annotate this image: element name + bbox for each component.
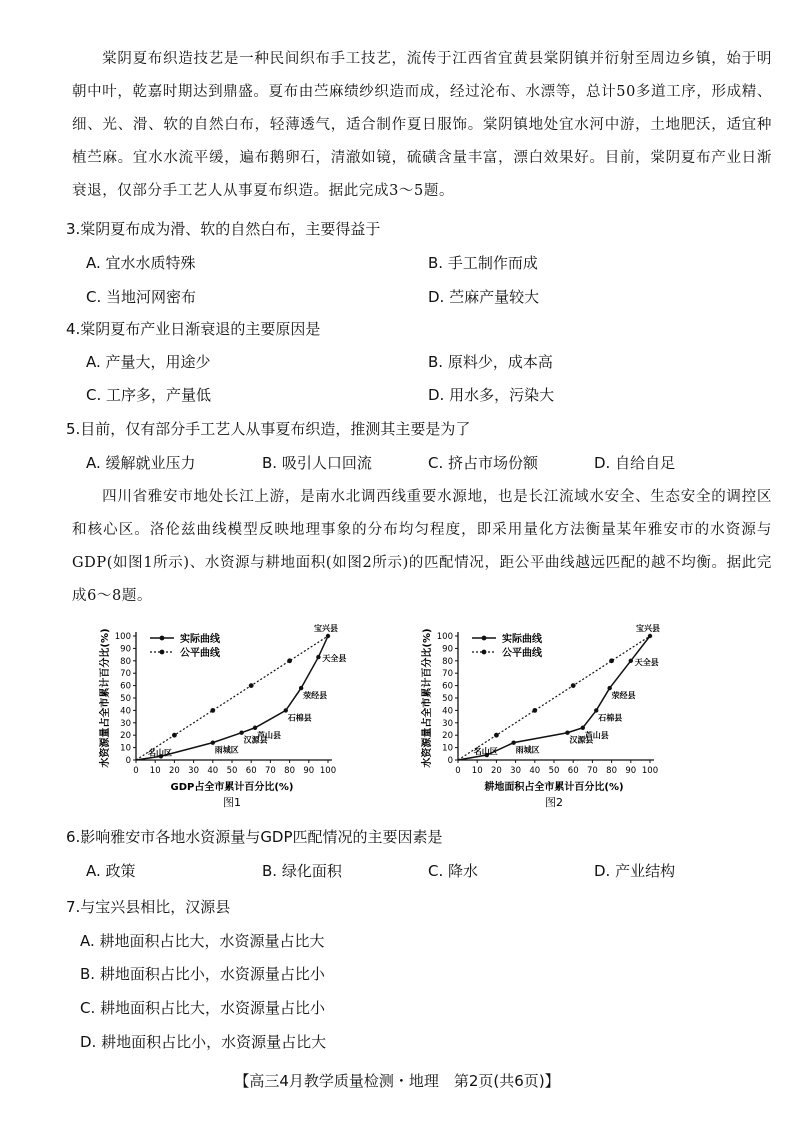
fig1-actual-point (211, 740, 215, 744)
fig1-legend-fair-label: 公平曲线 (180, 648, 220, 659)
fig1-y-tick-label: 90 (120, 644, 131, 655)
fig2-y-tick-label: 0 (447, 756, 453, 766)
fig1-point-label: 宝兴县 (314, 624, 338, 633)
fig1-actual-point (299, 686, 303, 690)
q3-option-c: C. 当地河网密布 (86, 288, 197, 306)
fig2-legend-fair-marker (482, 650, 487, 655)
q5-option-b: B. 吸引人口回流 (262, 454, 372, 472)
fig1-point-label: 芦山县 (257, 730, 282, 740)
fig1-x-tick-label: 20 (168, 766, 180, 776)
fig2-actual-point (581, 726, 585, 730)
fig2-y-tick-label: 20 (442, 731, 453, 742)
fig2-fair-point (609, 658, 614, 663)
fig1-x-tick-label: 60 (245, 766, 257, 776)
fig1-y-axis-title: 水资源量占全市累计百分比(%) (100, 628, 111, 768)
page-footer: 【高三4月教学质量检测・地理 第2页(共6页)】 (234, 1072, 560, 1090)
figure-2-chart (418, 618, 718, 813)
fig2-x-tick-label: 60 (567, 766, 579, 776)
fig1-point-label: 名山区 (147, 748, 172, 758)
fig2-point-label: 天全县 (634, 657, 659, 667)
passage-1 (72, 43, 772, 208)
fig1-fair-point (210, 708, 215, 713)
fig2-fair-point (571, 683, 576, 688)
fig2-actual-point (511, 740, 515, 744)
fig1-point-label: 荥经县 (303, 691, 328, 701)
fig1-actual-point (284, 708, 288, 712)
fig1-legend-actual-marker (160, 636, 165, 641)
fig1-legend-fair-marker (160, 650, 165, 655)
fig2-point-label: 石棉县 (598, 713, 623, 723)
q6-option-d: D. 产业结构 (594, 862, 676, 880)
q5-option-c: C. 挤占市场份额 (428, 454, 539, 472)
fig2-x-tick-label: 70 (586, 766, 598, 776)
fig1-y-tick-label: 100 (114, 632, 131, 642)
fig1-x-tick-label: 100 (319, 766, 337, 776)
q7-option-d: D. 耕地面积占比小，水资源量占比大 (80, 1033, 327, 1051)
passage-2 (72, 481, 772, 613)
fig1-x-tick-label: 80 (284, 766, 296, 776)
fig2-y-tick-label: 70 (442, 669, 453, 680)
fig2-y-tick-label: 10 (442, 743, 453, 754)
passage-1-text: 棠阴夏布织造技艺是一种民间织布手工技艺，流传于江西省宜黄县棠阴镇并衍射至周边乡镇，始于明朝中叶，乾嘉时期达到鼎盛。夏布由苎麻绩纱织造而成，经过沦布、水漂等，总计50多道工序，形成精、细、光、滑、软的自然白布，轻薄透气，适合制作夏日服饰。棠阴镇地处宜水河中游，土地肥沃，适宜种植苎麻。宜水水流平缓，遍布鹅卵石，清澈如镜，硫磺含量丰富，漂白效果好。目前，棠阴夏布产业日渐衰退，仅部分手工艺人从事夏布织造。据此完成3～5题。 (72, 51, 772, 199)
q7-option-b: B. 耕地面积占比小，水资源量占比小 (80, 965, 325, 983)
fig1-y-tick-label: 10 (120, 743, 131, 754)
q6-option-b: B. 绿化面积 (262, 862, 342, 880)
fig2-y-tick-label: 100 (436, 632, 453, 642)
fig1-actual-point (253, 726, 257, 730)
fig2-fair-point (494, 733, 499, 738)
fig2-point-label: 雨城区 (515, 745, 540, 755)
fig2-y-tick-label: 80 (442, 656, 453, 667)
fig1-point-label: 石棉县 (287, 713, 312, 723)
fig1-actual-point (316, 655, 320, 659)
fig2-actual-point (594, 708, 598, 712)
q3-option-b: B. 手工制作而成 (428, 254, 538, 272)
question-3-stem: 3.棠阴夏布成为滑、软的自然白布，主要得益于 (66, 220, 381, 238)
fig1-x-axis-title: GDP占全市累计百分比(%) (170, 782, 294, 793)
fig2-legend-actual-marker (482, 636, 487, 641)
fig2-x-tick-label: 40 (529, 766, 541, 776)
fig1-fair-point (287, 658, 292, 663)
fig2-x-axis-title: 耕地面积占全市累计百分比(%) (484, 782, 624, 793)
fig1-x-tick-label: 0 (133, 766, 139, 776)
fig1-x-tick-label: 50 (226, 766, 238, 776)
fig1-legend-actual-label: 实际曲线 (180, 634, 220, 645)
fig1-actual-curve (136, 636, 328, 760)
question-6-stem: 6.影响雅安市各地水资源量与GDP匹配情况的主要因素是 (66, 828, 443, 846)
fig1-fair-point (172, 733, 177, 738)
fig1-caption: 图1 (223, 796, 241, 809)
fig2-point-label: 荥经县 (611, 691, 636, 701)
fig1-x-tick-label: 10 (149, 766, 161, 776)
q4-option-a: A. 产量大，用途少 (86, 353, 211, 371)
fig1-point-label: 汉源县 (243, 735, 268, 745)
fig1-point-label: 天全县 (322, 654, 347, 664)
fig2-y-tick-label: 90 (442, 644, 453, 655)
passage-2-text: 四川省雅安市地处长江上游，是南水北调西线重要水源地，也是长江流域水安全、生态安全的调控区和核心区。洛伦兹曲线模型反映地理事象的分布均匀程度，即采用量化方法衡量某年雅安市的水资源与GDP(如图1所示)、水资源与耕地面积(如图2所示)的匹配情况，距公平曲线越远匹配的越不均衡。据此完成6～8题。 (72, 489, 772, 604)
fig1-y-tick-label: 60 (120, 681, 131, 692)
fig1-fair-point (249, 683, 254, 688)
q3-option-a: A. 宜水水质特殊 (86, 254, 196, 272)
question-5-stem: 5.目前，仅有部分手工艺人从事夏布织造，推测其主要是为了 (66, 420, 471, 438)
fig2-x-tick-label: 30 (510, 766, 522, 776)
fig1-y-tick-label: 50 (120, 694, 131, 704)
fig2-y-tick-label: 50 (442, 694, 453, 704)
fig2-legend-fair-label: 公平曲线 (502, 648, 542, 659)
q4-option-b: B. 原料少，成本高 (428, 353, 553, 371)
q7-option-c: C. 耕地面积占比大，水资源量占比小 (80, 999, 326, 1017)
q5-option-a: A. 缓解就业压力 (86, 454, 196, 472)
fig2-x-tick-label: 0 (455, 766, 461, 776)
fig2-x-tick-label: 90 (625, 766, 637, 776)
fig2-point-label: 宝兴县 (636, 624, 660, 633)
question-4-stem: 4.棠阴夏布产业日渐衰退的主要原因是 (66, 320, 321, 338)
fig2-x-tick-label: 80 (606, 766, 618, 776)
q3-option-d: D. 苎麻产量较大 (428, 288, 540, 306)
fig1-point-label: 雨城区 (214, 745, 239, 755)
q6-option-a: A. 政策 (86, 862, 136, 880)
fig2-point-label: 芦山县 (584, 730, 609, 740)
fig2-x-tick-label: 50 (548, 766, 560, 776)
fig1-y-tick-label: 40 (120, 706, 131, 717)
fig1-x-tick-label: 40 (207, 766, 219, 776)
fig2-actual-point (607, 686, 611, 690)
fig1-x-tick-label: 30 (188, 766, 200, 776)
fig1-y-tick-label: 20 (120, 731, 131, 742)
fig2-x-tick-label: 100 (641, 766, 659, 776)
q4-option-c: C. 工序多，产量低 (86, 386, 212, 404)
figure-1-chart (96, 618, 396, 813)
q7-option-a: A. 耕地面积占比大，水资源量占比大 (80, 932, 325, 950)
fig1-actual-point (326, 634, 330, 638)
fig2-y-tick-label: 40 (442, 706, 453, 717)
fig2-y-axis-title: 水资源量占全市累计百分比(%) (422, 628, 433, 768)
fig2-fair-point (532, 708, 537, 713)
fig1-x-tick-label: 90 (303, 766, 315, 776)
fig1-actual-point (239, 731, 243, 735)
fig2-point-label: 汉源县 (569, 735, 594, 745)
q4-option-d: D. 用水多，污染大 (428, 386, 555, 404)
fig2-actual-point (629, 659, 633, 663)
fig1-y-tick-label: 70 (120, 669, 131, 680)
question-7-stem: 7.与宝兴县相比，汉源县 (66, 898, 231, 916)
fig2-actual-point (565, 731, 569, 735)
fig2-point-label: 名山区 (473, 747, 498, 757)
fig2-x-tick-label: 20 (490, 766, 502, 776)
fig2-y-tick-label: 60 (442, 681, 453, 692)
fig2-y-tick-label: 30 (442, 718, 453, 729)
fig2-x-tick-label: 10 (471, 766, 483, 776)
q6-option-c: C. 降水 (428, 862, 479, 880)
fig1-y-tick-label: 80 (120, 656, 131, 667)
q5-option-d: D. 自给自足 (594, 454, 676, 472)
fig1-fair-curve (136, 636, 328, 760)
fig1-x-tick-label: 70 (264, 766, 276, 776)
fig1-y-tick-label: 30 (120, 718, 131, 729)
fig2-actual-point (648, 634, 652, 638)
fig2-legend-actual-label: 实际曲线 (502, 634, 542, 645)
fig2-caption: 图2 (545, 796, 563, 809)
fig1-y-tick-label: 0 (125, 756, 131, 766)
